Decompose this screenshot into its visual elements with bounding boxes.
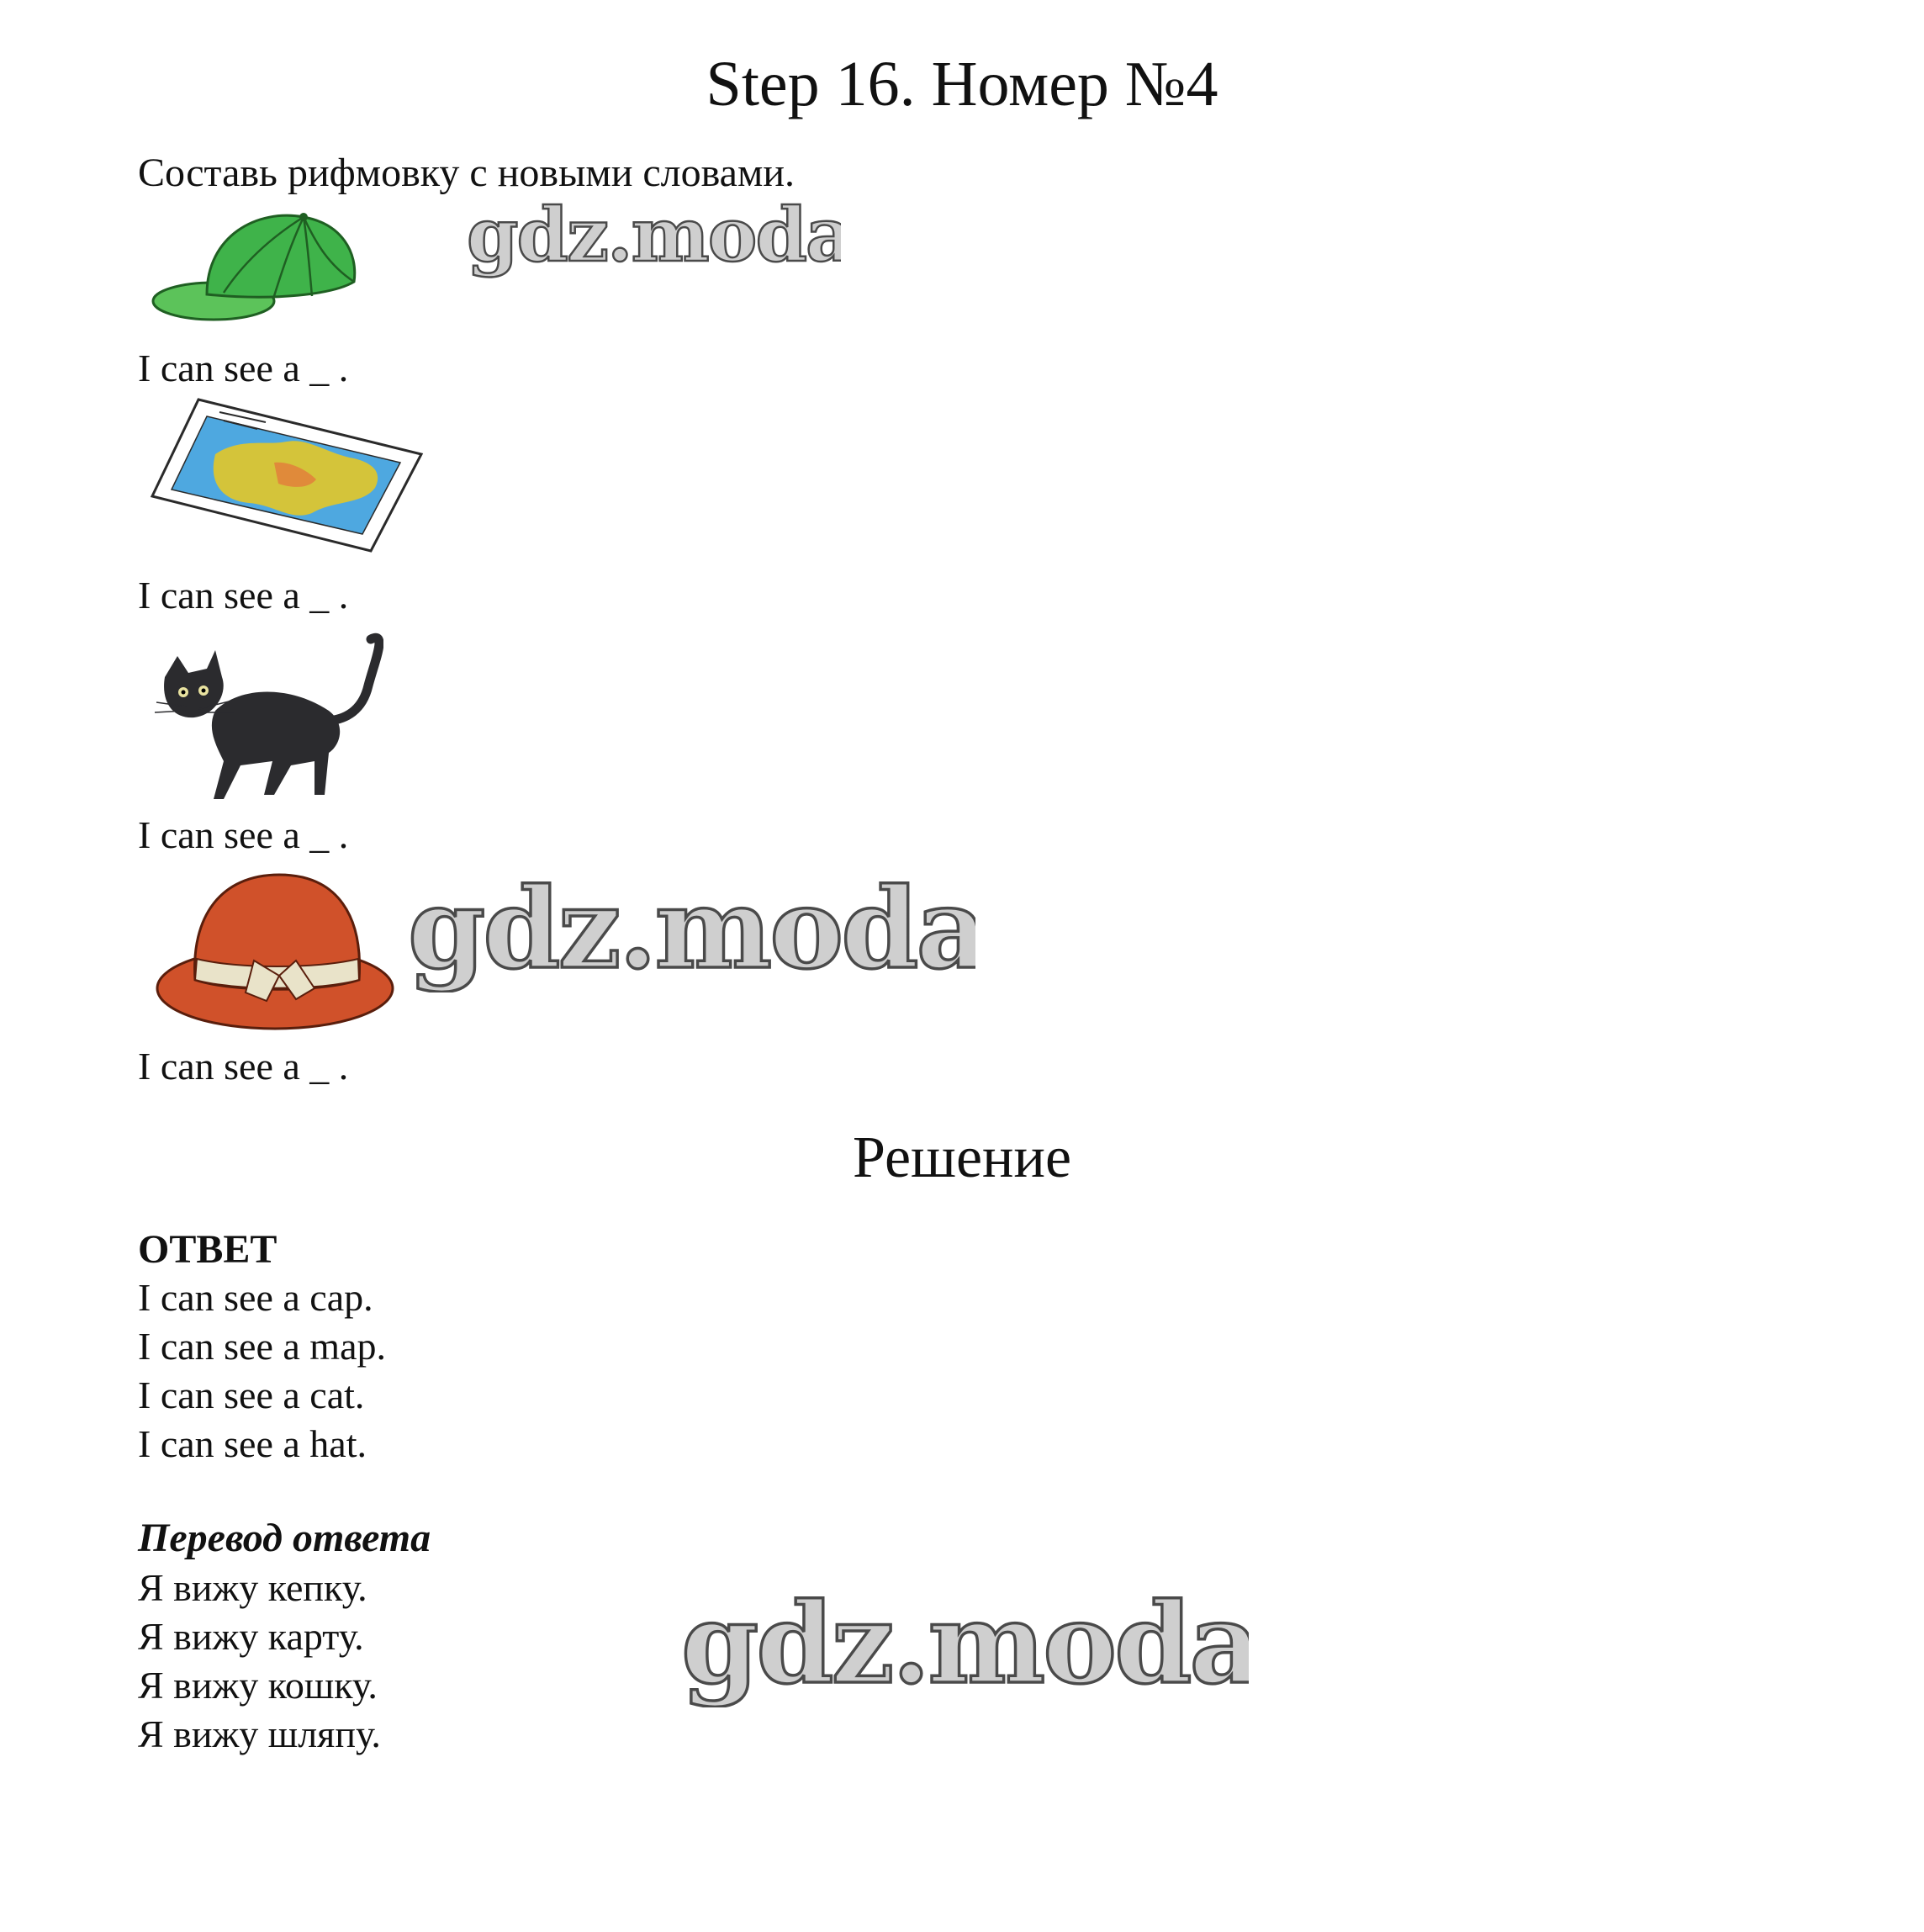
translation-heading: Перевод ответа bbox=[138, 1516, 431, 1560]
translation-line: Я вижу шляпу. bbox=[138, 1712, 381, 1755]
page-title: Step 16. Номер №4 bbox=[706, 49, 1218, 119]
answer-heading: ОТВЕТ bbox=[138, 1227, 278, 1272]
exercise-line: I can see a _ . bbox=[138, 1045, 349, 1088]
exercise-line: I can see a _ . bbox=[138, 347, 349, 389]
translation-line: Я вижу кепку. bbox=[138, 1566, 367, 1609]
cat-icon bbox=[148, 627, 383, 807]
answer-line: I can see a map. bbox=[138, 1325, 387, 1368]
hat-icon bbox=[153, 866, 397, 1035]
translation-line: Я вижу кошку. bbox=[138, 1664, 378, 1707]
watermark-logo bbox=[404, 858, 975, 997]
cap-icon bbox=[148, 202, 367, 328]
svg-text:gdz.moda: gdz.moda bbox=[408, 864, 975, 992]
watermark-logo bbox=[462, 189, 841, 286]
exercise-line: I can see a _ . bbox=[138, 813, 349, 856]
solution-title: Решение bbox=[852, 1125, 1072, 1190]
translation-line: Я вижу карту. bbox=[138, 1615, 364, 1658]
answer-line: I can see a cat. bbox=[138, 1374, 365, 1416]
exercise-line: I can see a _ . bbox=[138, 574, 349, 617]
answer-line: I can see a hat. bbox=[138, 1422, 367, 1465]
answer-line: I can see a cap. bbox=[138, 1276, 373, 1319]
svg-text:gdz.moda: gdz.moda bbox=[681, 1579, 1249, 1707]
task-instruction: Составь рифмовку с новыми словами. bbox=[138, 151, 796, 195]
watermark-logo bbox=[677, 1573, 1249, 1712]
svg-text:gdz.moda: gdz.moda bbox=[467, 191, 841, 278]
map-icon bbox=[148, 395, 426, 555]
